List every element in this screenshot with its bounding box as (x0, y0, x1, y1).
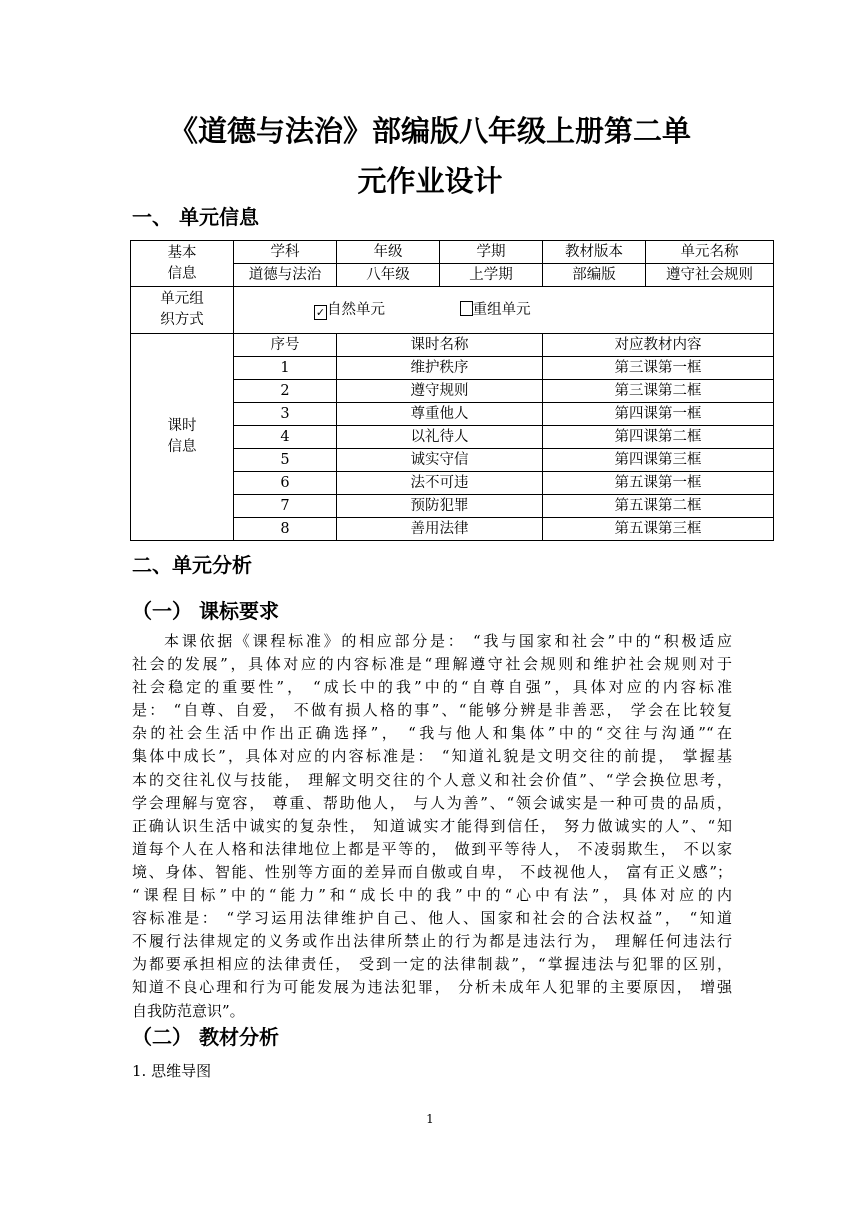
value-textbook-version: 部编版 (543, 264, 646, 287)
subsection-heading-curriculum-requirements: （一） 课标要求 (132, 599, 279, 623)
paragraph-line: 境、身体、智能、性别等方面的差异而自傲或自卑， 不歧视他人， 富有正义感”； (132, 862, 732, 881)
unit-organization-label-line-1: 单元组 (160, 291, 204, 307)
document-title-line-2: 元作业设计 (357, 164, 503, 198)
paragraph-line: “课程目标”中的“能力”和“成长中的我”中的“心中有法”，具体对应的内 (132, 886, 732, 905)
lesson-info-label-line-1: 课时 (167, 418, 197, 434)
lesson-content: 第五课第二框 (543, 495, 774, 518)
regrouped-unit-checkbox (460, 301, 473, 316)
lesson-number: 3 (234, 403, 337, 426)
lesson-name: 法不可违 (337, 472, 543, 495)
lesson-content: 第三课第一框 (543, 357, 774, 380)
basic-info-label-line-1: 基本 (167, 244, 197, 261)
value-subject: 道德与法治 (234, 264, 337, 287)
subsection-heading-textbook-analysis: （二） 教材分析 (132, 1025, 279, 1049)
paragraph-line: 社会稳定的重要性”， “成长中的我”中的“自尊自强”，具体对应的内容标准 (132, 678, 732, 697)
value-semester: 上学期 (440, 264, 543, 287)
lesson-number: 2 (234, 380, 337, 403)
unit-info-table (130, 240, 774, 541)
lesson-content: 第四课第二框 (543, 426, 774, 449)
paragraph-line: 容标准是： “学习运用法律维护自己、他人、国家和社会的合法权益”， “知道 (132, 909, 732, 928)
header-subject: 学科 (234, 241, 337, 264)
lesson-name: 预防犯罪 (337, 495, 543, 518)
curriculum-requirements-paragraph (132, 630, 732, 1023)
basic-info-label-line-2: 信息 (167, 265, 197, 282)
page-number: 1 (426, 1112, 434, 1126)
section-heading-unit-analysis: 二、单元分析 (132, 553, 252, 577)
lesson-number: 5 (234, 449, 337, 472)
paragraph-line: 正确认识生活中诚实的复杂性， 知道诚实才能得到信任， 努力做诚实的人”、“知 (132, 816, 732, 835)
paragraph-line: 本的交往礼仪与技能， 理解文明交往的个人意义和社会价值”、“学会换位思考， (132, 770, 732, 789)
lesson-content: 第四课第一框 (543, 403, 774, 426)
paragraph-line: 不履行法律规定的义务或作出法律所禁止的行为都是违法行为， 理解任何违法行 (132, 932, 732, 951)
paragraph-line: 是： “自尊、自爱， 不做有损人格的事”、“能够分辨是非善恶， 学会在比较复 (132, 701, 732, 720)
unit-organization-label (131, 287, 234, 334)
unit-organization-label-line-2: 织方式 (160, 312, 204, 328)
natural-unit-option (314, 302, 390, 318)
lesson-number: 4 (234, 426, 337, 449)
basic-info-label (131, 241, 234, 287)
natural-unit-label: 自然单元 (327, 302, 385, 318)
paragraph-line: 社会的发展”，具体对应的内容标准是“理解遵守社会规则和维护社会规则对于 (132, 655, 732, 674)
list-item-mind-map: 1. 思维导图 (132, 1062, 212, 1080)
lesson-header-number: 序号 (234, 334, 337, 357)
lesson-content: 第五课第三框 (543, 518, 774, 541)
lesson-name: 遵守规则 (337, 380, 543, 403)
natural-unit-checkbox: ✓ (315, 306, 326, 319)
header-unit-name: 单元名称 (646, 241, 774, 264)
unit-organization-options (234, 287, 774, 334)
lesson-content: 第四课第三框 (543, 449, 774, 472)
lesson-number: 8 (234, 518, 337, 541)
regrouped-unit-label: 重组单元 (472, 302, 531, 318)
document-title-line-1: 《道德与法治》部编版八年级上册第二单 (168, 114, 691, 148)
header-textbook-version: 教材版本 (543, 241, 646, 264)
paragraph-line: 知道不良心理和行为可能发展为违法犯罪， 分析未成年人犯罪的主要原因， 增强 (132, 978, 732, 997)
value-grade: 八年级 (337, 264, 440, 287)
lesson-content: 第五课第一框 (543, 472, 774, 495)
paragraph-line: 学会理解与宽容， 尊重、帮助他人， 与人为善”、“领会诚实是一种可贵的品质， (132, 793, 732, 812)
lesson-name: 诚实守信 (337, 449, 543, 472)
lesson-content: 第三课第二框 (543, 380, 774, 403)
paragraph-line: 本课依据《课程标准》的相应部分是： “我与国家和社会”中的“积极适应 (164, 632, 732, 650)
paragraph-line: 杂的社会生活中作出正确选择”， “我与他人和集体”中的“交往与沟通”“在 (132, 724, 732, 743)
header-semester: 学期 (440, 241, 543, 264)
value-unit-name: 遵守社会规则 (646, 264, 774, 287)
lesson-info-label-line-2: 信息 (167, 439, 197, 455)
lesson-name: 善用法律 (337, 518, 543, 541)
lesson-number: 1 (234, 357, 337, 380)
lesson-name: 以礼待人 (337, 426, 543, 449)
paragraph-line: 自我防范意识”。 (132, 1001, 245, 1020)
lesson-name: 尊重他人 (337, 403, 543, 426)
paragraph-line: 道每个人在人格和法律地位上都是平等的， 做到平等待人， 不凌弱欺生， 不以家 (132, 839, 732, 858)
lesson-name: 维护秩序 (337, 357, 543, 380)
paragraph-line: 集体中成长”，具体对应的内容标准是： “知道礼貌是文明交往的前提， 掌握基 (132, 747, 732, 766)
header-grade: 年级 (337, 241, 440, 264)
lesson-info-label (131, 334, 234, 541)
lesson-header-content: 对应教材内容 (543, 334, 774, 357)
regrouped-unit-option (460, 302, 531, 318)
paragraph-line: 为都要承担相应的法律责任， 受到一定的法律制裁”，“掌握违法与犯罪的区别， (132, 955, 732, 974)
lesson-number: 6 (234, 472, 337, 495)
section-heading-unit-info: 一、 单元信息 (132, 205, 259, 229)
lesson-number: 7 (234, 495, 337, 518)
lesson-header-name: 课时名称 (337, 334, 543, 357)
